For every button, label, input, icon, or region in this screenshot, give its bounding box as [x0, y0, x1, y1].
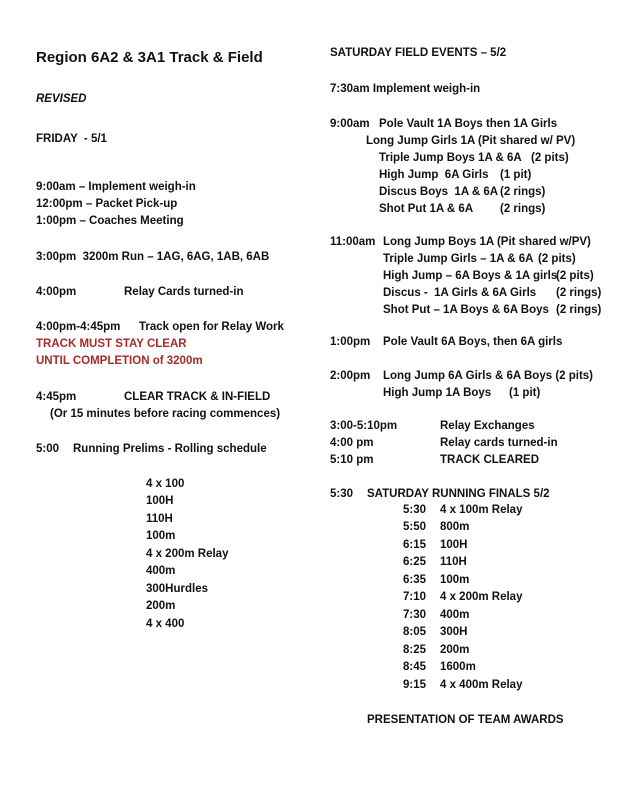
- prelim-event: 4 x 200m Relay: [146, 548, 229, 560]
- finals-row-time: 8:45: [403, 661, 427, 673]
- prelim-event: 4 x 400: [146, 618, 185, 630]
- block-100-text: Pole Vault 6A Boys, then 6A girls: [383, 336, 563, 348]
- relay-block-text: TRACK CLEARED: [440, 454, 540, 466]
- friday-item: 9:00am – Implement weigh-in: [36, 181, 196, 193]
- finals-row-event: 4 x 100m Relay: [440, 504, 523, 516]
- track-open-time: 4:00pm-4:45pm: [36, 321, 121, 333]
- finals-row-time: 6:25: [403, 556, 427, 568]
- finals-row-time: 5:30: [403, 504, 427, 516]
- prelim-event: 4 x 100: [146, 478, 185, 490]
- finals-row-event: 100H: [440, 539, 468, 551]
- block-1100-time: 11:00am: [330, 236, 376, 248]
- finals-title: SATURDAY RUNNING FINALS 5/2: [367, 488, 550, 500]
- weighin-line: 7:30am Implement weigh-in: [330, 83, 481, 95]
- relay-block-text: Relay Exchanges: [440, 420, 535, 432]
- relay-cards-time: 4:00pm: [36, 286, 77, 298]
- clear-track-text: CLEAR TRACK & IN-FIELD: [124, 391, 271, 403]
- finals-row-event: 1600m: [440, 661, 476, 673]
- clear-track-note: (Or 15 minutes before racing commences): [50, 408, 281, 420]
- finals-row-time: 8:05: [403, 626, 427, 638]
- block-900-note: (2 rings): [500, 203, 546, 215]
- block-900-item: Triple Jump Boys 1A & 6A: [379, 152, 522, 164]
- page-title: Region 6A2 & 3A1 Track & Field: [36, 49, 263, 66]
- finals-row-event: 100m: [440, 574, 470, 586]
- finals-row-time: 6:35: [403, 574, 427, 586]
- block-900-time: 9:00am: [330, 118, 370, 130]
- prelim-event: 100H: [146, 495, 174, 507]
- prelims-time: 5:00: [36, 443, 60, 455]
- block-900-item: Shot Put 1A & 6A: [379, 203, 474, 215]
- finals-row-event: 200m: [440, 644, 470, 656]
- friday-heading: FRIDAY - 5/1: [36, 133, 107, 145]
- block-1100-item: Triple Jump Girls – 1A & 6A: [383, 253, 534, 265]
- prelim-event: 400m: [146, 565, 176, 577]
- block-100-time: 1:00pm: [330, 336, 371, 348]
- warning-text: TRACK MUST STAY CLEAR: [36, 338, 187, 350]
- block-200-first: Long Jump 6A Girls & 6A Boys (2 pits): [383, 370, 594, 382]
- finals-row-time: 7:10: [403, 591, 427, 603]
- finals-row-event: 4 x 200m Relay: [440, 591, 523, 603]
- block-1100-note: (2 rings): [556, 304, 602, 316]
- finals-row-event: 4 x 400m Relay: [440, 679, 523, 691]
- finals-row-event: 400m: [440, 609, 470, 621]
- block-200-time: 2:00pm: [330, 370, 371, 382]
- finals-row-time: 7:30: [403, 609, 427, 621]
- block-900-item: Long Jump Girls 1A (Pit shared w/ PV): [366, 135, 576, 147]
- block-900-item: Discus Boys 1A & 6A: [379, 186, 499, 198]
- block-1100-first: Long Jump Boys 1A (Pit shared w/PV): [383, 236, 591, 248]
- block-1100-item: Shot Put – 1A Boys & 6A Boys: [383, 304, 549, 316]
- finals-row-time: 5:50: [403, 521, 427, 533]
- block-1100-item: Discus - 1A Girls & 6A Girls: [383, 287, 537, 299]
- block-900-note: (2 rings): [500, 186, 546, 198]
- clear-track-time: 4:45pm: [36, 391, 77, 403]
- revised-label: REVISED: [36, 93, 87, 105]
- block-200-second: High Jump 1A Boys: [383, 387, 492, 399]
- block-1100-item: High Jump – 6A Boys & 1A girls: [383, 270, 558, 282]
- prelim-event: 200m: [146, 600, 176, 612]
- friday-item: 12:00pm – Packet Pick-up: [36, 198, 178, 210]
- block-900-note: (1 pit): [500, 169, 532, 181]
- prelim-event: 100m: [146, 530, 176, 542]
- finals-row-event: 300H: [440, 626, 468, 638]
- prelim-event: 300Hurdles: [146, 583, 209, 595]
- finals-row-event: 800m: [440, 521, 470, 533]
- block-900-note: (2 pits): [531, 152, 569, 164]
- relay-block-time: 5:10 pm: [330, 454, 374, 466]
- block-1100-note: (2 rings): [556, 287, 602, 299]
- relay-block-time: 4:00 pm: [330, 437, 374, 449]
- block-900-item: High Jump 6A Girls: [379, 169, 489, 181]
- finals-row-time: 9:15: [403, 679, 427, 691]
- track-open-text: Track open for Relay Work: [139, 321, 284, 333]
- block-1100-note: (2 pits): [538, 253, 576, 265]
- finals-row-time: 6:15: [403, 539, 427, 551]
- relay-cards-text: Relay Cards turned-in: [124, 286, 244, 298]
- relay-block-text: Relay cards turned-in: [440, 437, 558, 449]
- block-900-first: Pole Vault 1A Boys then 1A Girls: [379, 118, 558, 130]
- run-3200: 3:00pm 3200m Run – 1AG, 6AG, 1AB, 6AB: [36, 251, 270, 263]
- block-1100-note: (2 pits): [556, 270, 594, 282]
- warning-text: UNTIL COMPLETION of 3200m: [36, 355, 203, 367]
- awards-line: PRESENTATION OF TEAM AWARDS: [367, 714, 564, 726]
- prelim-event: 110H: [146, 513, 173, 525]
- saturday-heading: SATURDAY FIELD EVENTS – 5/2: [330, 47, 507, 59]
- relay-block-time: 3:00-5:10pm: [330, 420, 398, 432]
- prelims-text: Running Prelims - Rolling schedule: [73, 443, 267, 455]
- finals-time: 5:30: [330, 488, 354, 500]
- finals-row-event: 110H: [440, 556, 467, 568]
- block-200-second-note: (1 pit): [509, 387, 541, 399]
- friday-item: 1:00pm – Coaches Meeting: [36, 215, 184, 227]
- finals-row-time: 8:25: [403, 644, 427, 656]
